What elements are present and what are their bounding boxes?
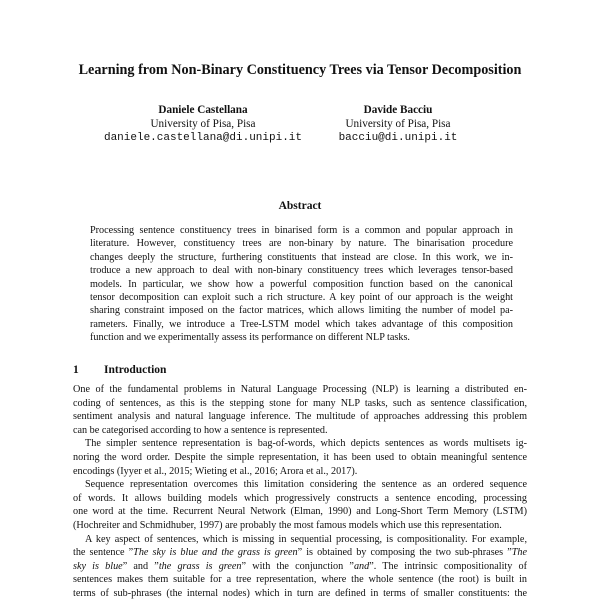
example-conjunction: and bbox=[353, 560, 370, 572]
text-run: ” with the conjunction ” bbox=[241, 560, 354, 572]
introduction-body bbox=[73, 383, 527, 601]
text-run: ” and ” bbox=[122, 560, 159, 572]
paper-title: Learning from Non-Binary Constituency Trees via Tensor Decomposition bbox=[78, 62, 522, 78]
body-line: Sequence representation overcomes this limitation considering the sentence as an ordered sequence bbox=[85, 479, 527, 491]
abstract-line: function and we experimentally assess its performance on different NLP tasks. bbox=[90, 332, 410, 344]
body-line: coding of sentences, as this is the stepping stone for many NLP tasks, such as sentence classification, bbox=[73, 397, 527, 409]
abstract-line: tensor decomposition can exploit such a rich structure. A key point of our approach is the weight bbox=[90, 292, 513, 304]
example-sentence: The sky is blue and the grass is green bbox=[133, 547, 298, 559]
body-line: One of the fundamental problems in Natural Language Processing (NLP) is learning a distributed en- bbox=[73, 384, 527, 395]
example-phrase: The bbox=[511, 547, 527, 559]
author-affiliation: University of Pisa, Pisa bbox=[150, 118, 256, 130]
section-number: 1 bbox=[73, 364, 79, 376]
body-line: sentences makes them suitable for a tree representation, where the whole sentence (the root) is built in bbox=[73, 574, 527, 586]
abstract-line: rameters. Finally, we introduce a Tree-LSTM model which takes advantage of this composition bbox=[90, 318, 513, 330]
body-line: can be categorised according to how a sentence is represented. bbox=[73, 424, 328, 436]
body-line: (Hochreiter and Schmidhuber, 1997) are probably the most famous models which use this representation. bbox=[73, 519, 502, 531]
body-line: The simpler sentence representation is bag-of-words, which depicts sentences as words multisets ig- bbox=[85, 438, 527, 450]
body-line: one word at the time. Recurrent Neural Network (Elman, 1990) and Long-Short Term Memory (LSTM) bbox=[73, 506, 527, 518]
section-heading bbox=[73, 364, 166, 376]
abstract-line: Processing sentence constituency trees in binarised form is a common and popular approach in bbox=[90, 225, 513, 236]
body-line: noring the word order. Despite the simple representation, it has been used to obtain meaningful sentence bbox=[73, 451, 527, 463]
abstract-body bbox=[90, 224, 513, 345]
body-line: sentiment analysis and natural language inference. The multitude of approaches addressing this problem bbox=[73, 411, 527, 423]
author-name: Daniele Castellana bbox=[158, 104, 248, 116]
author-email: bacciu@di.unipi.it bbox=[338, 132, 458, 144]
abstract-line: changes deeply the structure, furthering constituents that instead are close. In this work, we in- bbox=[90, 251, 513, 263]
author-block bbox=[283, 103, 513, 145]
body-line: terms of sub-phrases (the internal nodes) which in turn are defined in terms of smaller constituents: the bbox=[73, 587, 527, 599]
abstract-line: literature. However, constituency trees are non-binary by nature. The binarisation procedure bbox=[90, 238, 513, 250]
abstract-line: troduce a new approach to deal with non-binary constituency trees which leverages tensor-based bbox=[90, 265, 513, 277]
body-line: of words. It allows building models which progressively constructs a sentence encoding, processing bbox=[73, 492, 527, 504]
body-line: encodings (Iyyer et al., 2015; Wieting et al., 2016; Arora et al., 2017). bbox=[73, 465, 358, 477]
abstract-heading: Abstract bbox=[278, 200, 322, 212]
author-email: daniele.castellana@di.unipi.it bbox=[103, 132, 303, 144]
section-title: Introduction bbox=[104, 364, 167, 376]
author-name: Davide Bacciu bbox=[363, 104, 433, 116]
body-line bbox=[73, 560, 527, 574]
abstract-line: sharing constraint imposed on the factor matrices, which allows limiting the number of model pa- bbox=[90, 305, 513, 317]
abstract-line: models. In particular, we show how a powerful composition function based on the canonical bbox=[90, 278, 513, 290]
text-run: the sentence ” bbox=[73, 547, 134, 559]
example-phrase: the grass is green bbox=[158, 560, 242, 572]
body-line bbox=[73, 546, 527, 560]
text-run: ”. The intrinsic compositionality of bbox=[369, 560, 527, 572]
author-affiliation: University of Pisa, Pisa bbox=[345, 118, 451, 130]
text-run: ” is obtained by composing the two sub-phrases ” bbox=[297, 547, 512, 559]
body-line: A key aspect of sentences, which is missing in sequential processing, is compositionality. For example, bbox=[85, 533, 527, 545]
example-phrase: sky is blue bbox=[73, 560, 123, 572]
